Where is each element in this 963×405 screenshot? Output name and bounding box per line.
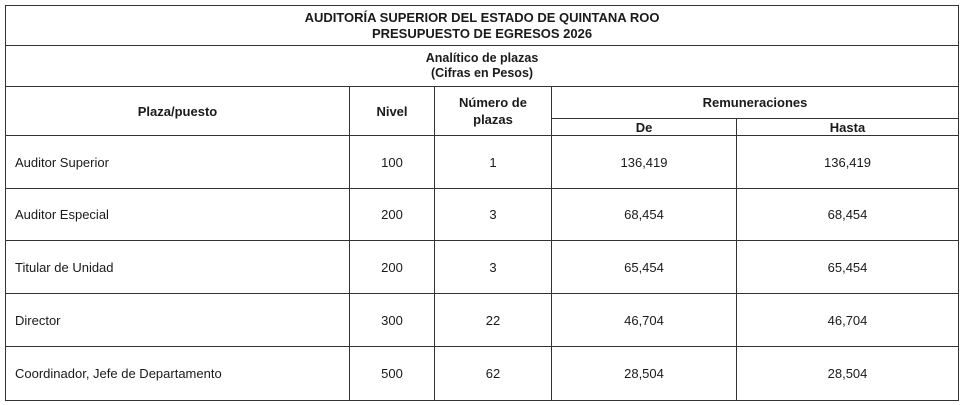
cell-numero: 1 [435,136,552,189]
cell-de: 68,454 [552,189,737,241]
table-row [6,241,959,294]
col-header-numero-line-2: plazas [473,112,513,127]
subtitle-line-1: Analítico de plazas [425,51,539,65]
cell-plaza: Coordinador, Jefe de Departamento [6,347,350,401]
cell-nivel: 300 [350,294,435,347]
col-header-nivel: Nivel [350,87,435,136]
cell-numero: 3 [435,189,552,241]
column-header-row [6,87,959,119]
table-row [6,294,959,347]
cell-nivel: 200 [350,241,435,294]
cell-hasta: 46,704 [737,294,959,347]
col-header-remuneraciones: Remuneraciones [552,87,959,119]
analytic-plazas-table [5,5,959,401]
cell-hasta: 68,454 [737,189,959,241]
cell-nivel: 500 [350,347,435,401]
cell-numero: 22 [435,294,552,347]
title-line-1: AUDITORÍA SUPERIOR DEL ESTADO DE QUINTANA ROO [304,9,660,25]
col-header-numero [435,87,552,136]
cell-nivel: 200 [350,189,435,241]
cell-numero: 62 [435,347,552,401]
cell-plaza: Titular de Unidad [6,241,350,294]
cell-hasta: 28,504 [737,347,959,401]
col-header-numero-line-1: Número de [459,95,527,110]
cell-numero: 3 [435,241,552,294]
table-row [6,347,959,401]
subtitle-line-2: (Cifras en Pesos) [430,66,534,80]
cell-hasta: 136,419 [737,136,959,189]
cell-nivel: 100 [350,136,435,189]
cell-hasta: 65,454 [737,241,959,294]
document-subtitle [6,46,959,87]
document-title [6,6,959,46]
cell-de: 46,704 [552,294,737,347]
cell-de: 136,419 [552,136,737,189]
cell-plaza: Auditor Especial [6,189,350,241]
cell-de: 65,454 [552,241,737,294]
table-row [6,136,959,189]
col-header-plaza: Plaza/puesto [6,87,350,136]
col-header-de: De [552,119,737,136]
subtitle-row [6,46,959,87]
cell-plaza: Director [6,294,350,347]
cell-de: 28,504 [552,347,737,401]
col-header-hasta: Hasta [737,119,959,136]
cell-plaza: Auditor Superior [6,136,350,189]
table-row [6,189,959,241]
title-line-2: PRESUPUESTO DE EGRESOS 2026 [371,25,593,41]
title-row [6,6,959,46]
